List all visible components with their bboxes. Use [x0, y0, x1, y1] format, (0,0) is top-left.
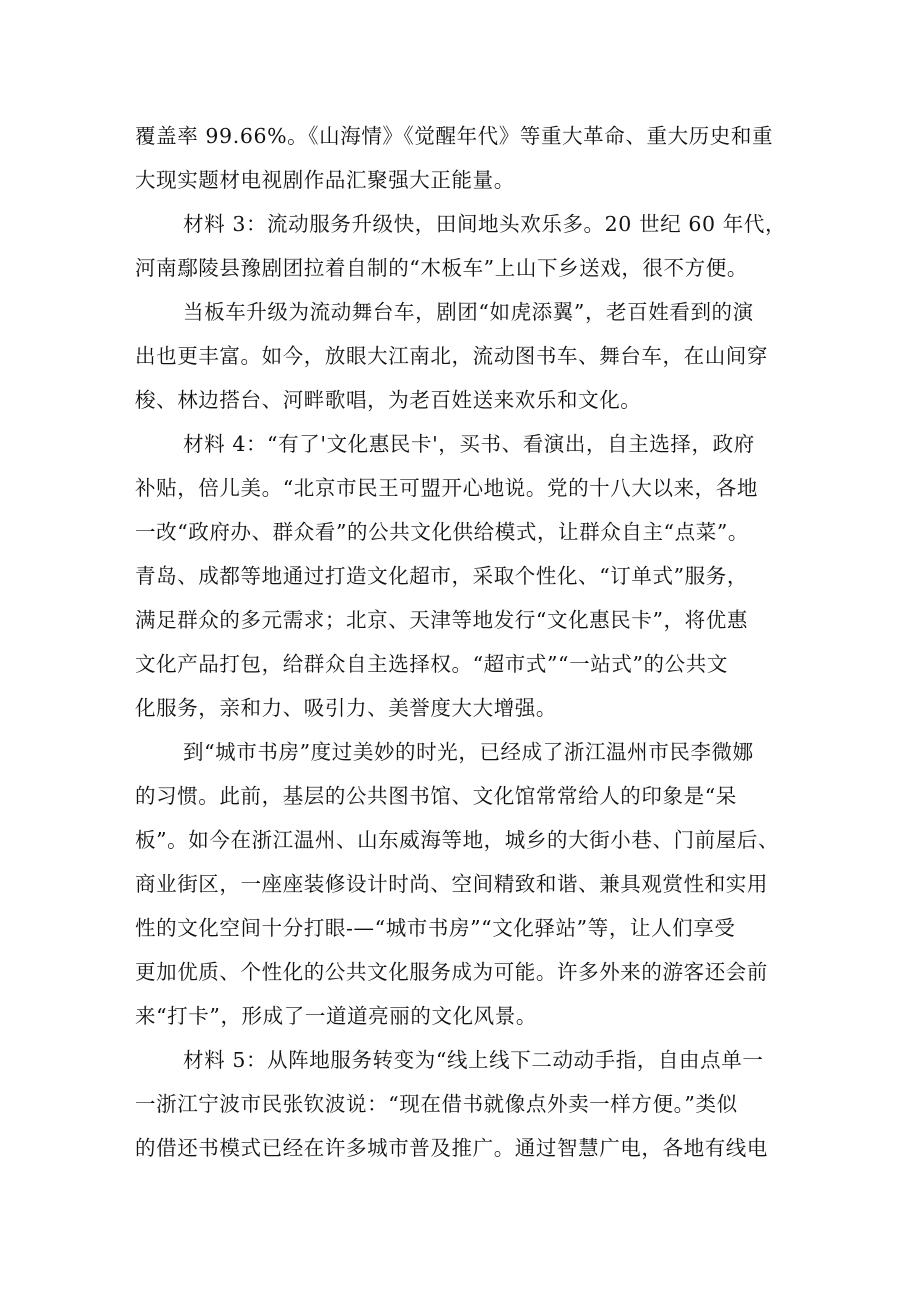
- text-line: 性的文化空间十分打眼-—“城市书房”“文化驿站”等，让人们享受: [135, 916, 736, 940]
- text-line: 材料 4：“有了'文化惠民卡'，买书、看演出，自主选择，政府: [183, 432, 755, 456]
- text-line: 更加优质、个性化的公共文化服务成为可能。许多外来的游客还会前: [135, 960, 768, 984]
- text-line: 材料 3：流动服务升级快，田间地头欢乐多。20 世纪 60 年代，: [183, 212, 787, 236]
- text-line: 满足群众的多元需求；北京、天津等地发行“文化惠民卡”，将优惠: [135, 608, 748, 632]
- text-line: 化服务，亲和力、吸引力、美誉度大大增强。: [135, 696, 557, 720]
- text-line: 河南鄢陵县豫剧团拉着自制的“木板车”上山下乡送戏，很不方便。: [135, 256, 748, 280]
- paragraph-coverage: [135, 114, 795, 202]
- text-line: 的借还书模式已经在许多城市普及推广。通过智慧广电，各地有线电: [135, 1136, 768, 1160]
- text-line: 的习惯。此前，基层的公共图书馆、文化馆常常给人的印象是“呆: [135, 784, 737, 808]
- text-line: 商业街区，一座座装修设计时尚、空间精致和谐、兼具观赏性和实用: [135, 872, 768, 896]
- text-line: 板”。如今在浙江温州、山东威海等地，城乡的大街小巷、门前屋后、: [135, 828, 780, 852]
- paragraph-material-3: [135, 202, 795, 290]
- paragraph-material-4: [135, 422, 795, 730]
- text-line: 文化产品打包，给群众自主选择权。“超市式”“一站式”的公共文: [135, 652, 728, 676]
- text-line: 青岛、成都等地通过打造文化超市，采取个性化、“订单式”服务，: [135, 564, 748, 588]
- document-body: [135, 114, 795, 1170]
- text-line: 到“城市书房”度过美妙的时光，已经成了浙江温州市民李微娜: [183, 740, 754, 764]
- text-line: 覆盖率 99.66%。《山海情》《觉醒年代》等重大革命、重大历史和重: [135, 124, 774, 148]
- text-line: 梭、林边搭台、河畔歌唱，为老百姓送来欢乐和文化。: [135, 388, 642, 412]
- text-line: 大现实题材电视剧作品汇聚强大正能量。: [135, 168, 515, 192]
- text-line: 一浙江宁波市民张钦波说：“现在借书就像点外卖一样方便。”类似: [135, 1092, 738, 1116]
- text-line: 一改“政府办、群众看”的公共文化供给模式，让群众自主“点菜”。: [135, 520, 750, 544]
- paragraph-material-5: [135, 1038, 795, 1170]
- paragraph-stage-truck: [135, 290, 795, 422]
- paragraph-city-bookroom: [135, 730, 795, 1038]
- text-line: 来“打卡”，形成了一道道亮丽的文化风景。: [135, 1004, 537, 1028]
- text-line: 当板车升级为流动舞台车，剧团“如虎添翼”，老百姓看到的演: [183, 300, 754, 324]
- text-line: 补贴，倍儿美。“北京市民王可盟开心地说。党的十八大以来，各地: [135, 476, 758, 500]
- text-line: 材料 5：从阵地服务转变为“线上线下二动动手指，自由点单一: [183, 1048, 764, 1072]
- text-line: 出也更丰富。如今，放眼大江南北，流动图书车、舞台车，在山间穿: [135, 344, 768, 368]
